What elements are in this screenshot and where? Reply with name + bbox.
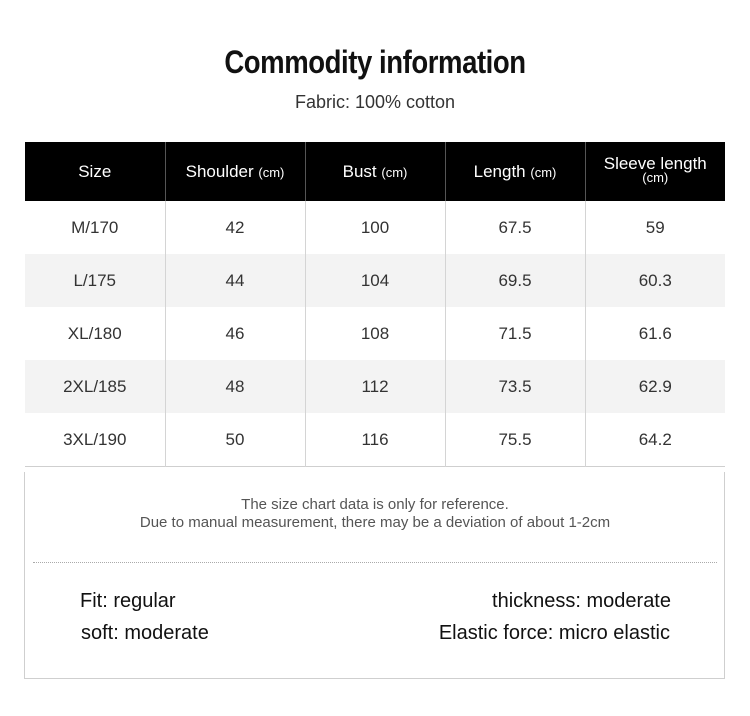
fit-attribute: Fit: regular — [80, 590, 176, 612]
table-row — [25, 254, 725, 307]
table-cell: L/175 — [25, 254, 165, 307]
table-cell: 73.5 — [445, 360, 585, 413]
page-title: Commodity information — [224, 44, 526, 80]
table-cell: 61.6 — [585, 307, 725, 360]
table-cell: 108 — [305, 307, 445, 360]
table-cell: M/170 — [71, 217, 119, 237]
table-cell: 71.5 — [445, 307, 585, 360]
table-row — [25, 360, 725, 413]
table-cell: 64.2 — [585, 413, 725, 467]
table-cell: 46 — [165, 307, 305, 360]
header-size: Size — [25, 142, 165, 201]
table-cell: 60.3 — [585, 254, 725, 307]
soft-attribute: soft: moderate — [81, 622, 209, 644]
table-cell: 112 — [305, 360, 445, 413]
fabric-subtitle: Fabric: 100% cotton — [294, 92, 456, 112]
header-length: Length (cm) — [445, 142, 585, 201]
elastic-attribute: Elastic force: micro elastic — [438, 622, 670, 644]
deviation-note: Due to manual measurement, there may be a deviation of about 1-2cm — [139, 514, 611, 531]
dotted-divider — [33, 562, 717, 563]
table-cell: 59 — [585, 201, 725, 254]
table-cell: 3XL/190 — [63, 429, 127, 449]
header-sleeve-length: Sleeve length (cm) — [585, 142, 725, 201]
table-row — [25, 201, 725, 254]
table-header-row — [25, 142, 725, 201]
table-cell: 48 — [165, 360, 305, 413]
header-bust: Bust (cm) — [305, 142, 445, 201]
header-shoulder: Shoulder (cm) — [165, 142, 305, 201]
table-row — [25, 413, 725, 467]
table-cell: 44 — [165, 254, 305, 307]
table-cell: 75.5 — [445, 413, 585, 467]
table-cell: 69.5 — [445, 254, 585, 307]
notes-panel — [24, 472, 725, 679]
table-cell: 2XL/185 — [25, 360, 165, 413]
size-chart-table — [25, 142, 725, 467]
table-cell: 100 — [305, 201, 445, 254]
thickness-attribute: thickness: moderate — [492, 590, 671, 612]
reference-note: The size chart data is only for reference. — [241, 496, 509, 513]
table-cell: 62.9 — [585, 360, 725, 413]
table-cell: XL/180 — [67, 323, 122, 343]
table-cell: 116 — [305, 413, 445, 467]
table-cell: 104 — [305, 254, 445, 307]
table-row — [25, 307, 725, 360]
table-cell: 50 — [165, 413, 305, 467]
table-cell: 67.5 — [445, 201, 585, 254]
table-cell: 42 — [165, 201, 305, 254]
